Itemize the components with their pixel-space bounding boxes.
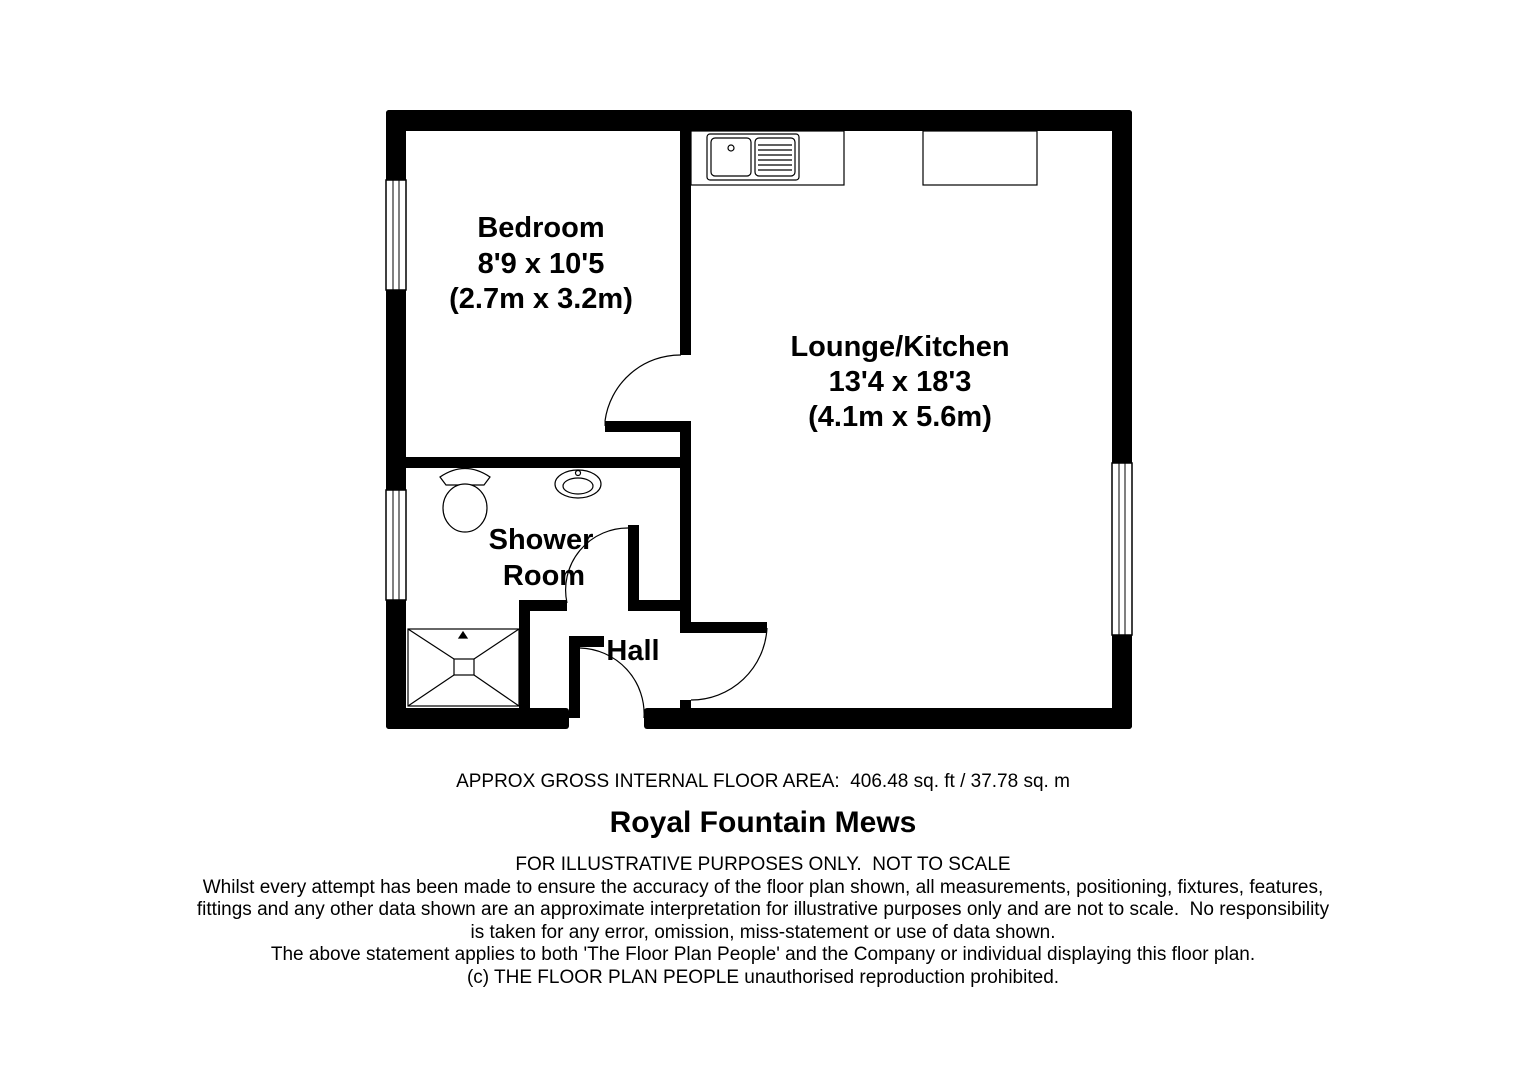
svg-text:Room: Room <box>502 560 586 592</box>
svg-text:(4.1m x 5.6m): (4.1m x 5.6m) <box>808 401 992 433</box>
kitchen-fixtures <box>691 131 1037 185</box>
disclaimer-line: The above statement applies to both 'The Floor Plan People' and the Company or individual displaying this floor plan. <box>270 944 1256 965</box>
svg-text:Hall: Hall <box>606 635 660 667</box>
lounge-kitchen-label <box>790 331 1009 433</box>
disclaimer <box>60 854 1466 989</box>
interior-walls <box>396 120 767 718</box>
lounge-door <box>691 628 767 700</box>
shower-room-window <box>386 490 406 600</box>
disclaimer-line: fittings and any other data shown are an approximate interpretation for illustrative purposes only and are not to scale. No responsibility <box>196 899 1330 920</box>
hall-label <box>606 635 659 667</box>
bedroom-door <box>605 355 681 421</box>
svg-text:13'4 x 18'3: 13'4 x 18'3 <box>828 366 972 398</box>
disclaimer-line: (c) THE FLOOR PLAN PEOPLE unauthorised reproduction prohibited. <box>466 966 1060 988</box>
shower-room-label <box>489 524 594 592</box>
svg-text:Shower: Shower <box>488 524 594 556</box>
property-title: Royal Fountain Mews <box>609 806 917 839</box>
disclaimer-line: Whilst every attempt has been made to ensure the accuracy of the floor plan shown, all measurements, positioning, fixtures, features, <box>202 876 1324 898</box>
svg-text:Lounge/Kitchen: Lounge/Kitchen <box>790 331 1010 363</box>
bedroom-window <box>386 180 406 290</box>
svg-text:Bedroom: Bedroom <box>477 212 605 244</box>
bedroom-label <box>449 212 633 315</box>
toilet-icon <box>440 469 490 486</box>
floor-area-text: APPROX GROSS INTERNAL FLOOR AREA: 406.48 sq. ft / 37.78 sq. m <box>456 771 1070 792</box>
svg-text:8'9 x 10'5: 8'9 x 10'5 <box>477 248 605 280</box>
disclaimer-line: FOR ILLUSTRATIVE PURPOSES ONLY. NOT TO SCALE <box>515 854 1011 875</box>
disclaimer-line: is taken for any error, omission, miss-statement or use of data shown. <box>470 921 1056 943</box>
lounge-window <box>1112 463 1132 635</box>
svg-text:(2.7m x 3.2m): (2.7m x 3.2m) <box>449 283 633 315</box>
kitchen-unit <box>923 131 1037 185</box>
doors <box>566 355 767 718</box>
